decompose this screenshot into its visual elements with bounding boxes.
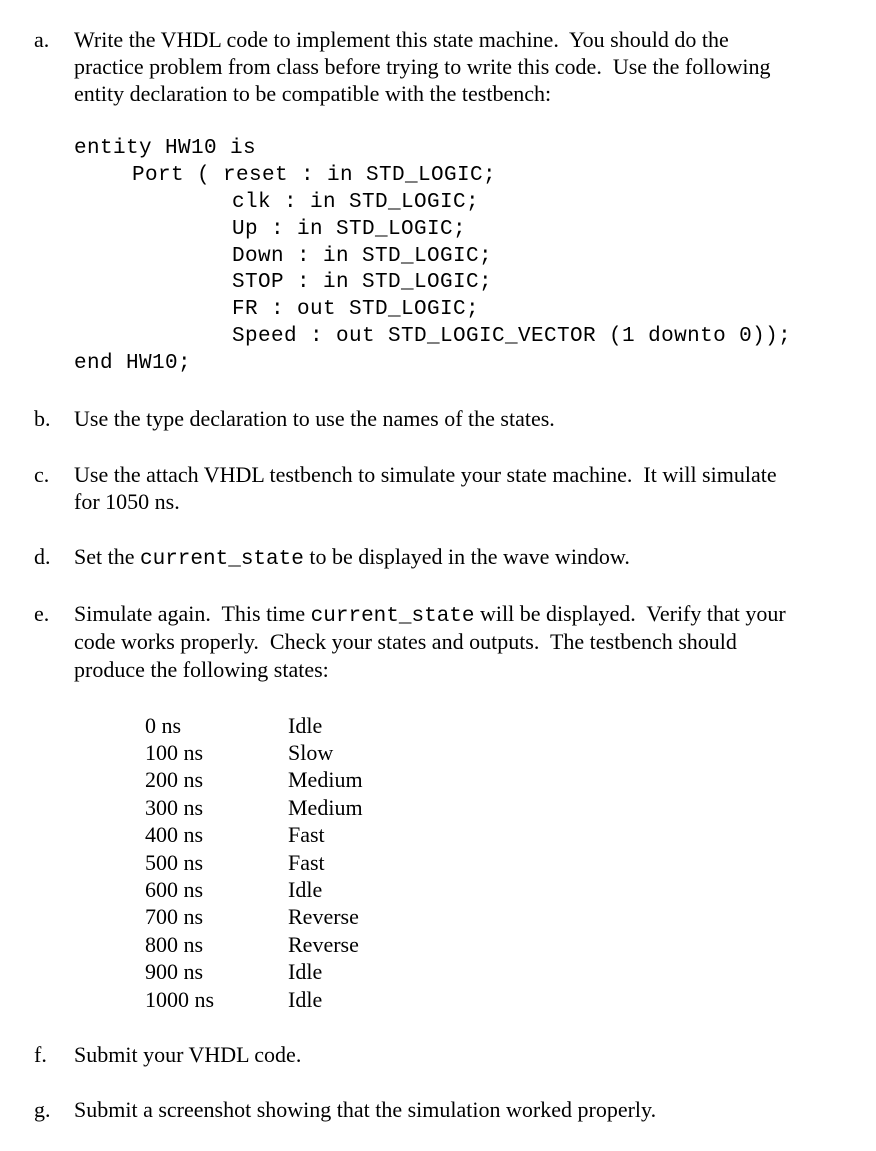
table-state-cell: Idle bbox=[288, 877, 323, 902]
table-time-cell: 400 ns bbox=[145, 822, 204, 847]
table-time-cell: 800 ns bbox=[145, 932, 204, 957]
table-time-cell: 900 ns bbox=[145, 959, 204, 984]
item-b-label: b. bbox=[34, 406, 51, 431]
item-c-label: c. bbox=[34, 462, 50, 487]
code-line-speed: Speed : out STD_LOGIC_VECTOR (1 downto 0)); bbox=[232, 325, 792, 348]
item-e-line1-pre: Simulate again. This time bbox=[74, 601, 311, 626]
table-time-cell: 700 ns bbox=[145, 904, 204, 929]
table-state-cell: Medium bbox=[288, 767, 363, 792]
code-line-stop: STOP : in STD_LOGIC; bbox=[232, 271, 493, 294]
item-e-line-2: code works properly. Check your states and outputs. The testbench should bbox=[74, 629, 737, 654]
item-a-line-2: practice problem from class before trying to write this code. Use the following bbox=[74, 54, 771, 79]
table-time-cell: 200 ns bbox=[145, 767, 204, 792]
code-line-entity: entity HW10 is bbox=[74, 137, 257, 160]
item-e-line1-code: current_state bbox=[310, 605, 475, 628]
table-time-cell: 600 ns bbox=[145, 877, 204, 902]
item-e-label: e. bbox=[34, 601, 50, 626]
item-d-text bbox=[74, 544, 630, 571]
table-state-cell: Reverse bbox=[288, 904, 359, 929]
item-a-line-3: entity declaration to be compatible with the testbench: bbox=[74, 81, 552, 106]
item-a-label: a. bbox=[34, 27, 50, 52]
table-state-cell: Medium bbox=[288, 795, 363, 820]
table-state-cell: Idle bbox=[288, 713, 323, 738]
code-line-fr: FR : out STD_LOGIC; bbox=[232, 298, 480, 321]
item-g-text: Submit a screenshot showing that the simulation worked properly. bbox=[74, 1097, 657, 1122]
code-line-port: Port ( reset : in STD_LOGIC; bbox=[132, 164, 497, 187]
table-time-cell: 0 ns bbox=[145, 713, 182, 738]
table-state-cell: Fast bbox=[288, 850, 325, 875]
item-e-line-3: produce the following states: bbox=[74, 657, 329, 682]
table-state-cell: Idle bbox=[288, 959, 323, 984]
item-b-text: Use the type declaration to use the names of the states. bbox=[74, 406, 555, 431]
item-d-post: to be displayed in the wave window. bbox=[303, 544, 630, 569]
code-line-down: Down : in STD_LOGIC; bbox=[232, 245, 493, 268]
item-d-pre: Set the bbox=[74, 544, 140, 569]
table-time-cell: 1000 ns bbox=[145, 987, 215, 1012]
item-c-line-2: for 1050 ns. bbox=[74, 489, 180, 514]
item-a-line-1: Write the VHDL code to implement this state machine. You should do the bbox=[74, 27, 729, 52]
item-d-code: current_state bbox=[140, 548, 304, 571]
item-f-text: Submit your VHDL code. bbox=[74, 1042, 302, 1067]
item-g-label: g. bbox=[34, 1097, 51, 1122]
item-f-label: f. bbox=[34, 1042, 47, 1067]
table-time-cell: 500 ns bbox=[145, 850, 204, 875]
table-state-cell: Fast bbox=[288, 822, 325, 847]
code-line-clk: clk : in STD_LOGIC; bbox=[232, 191, 480, 214]
item-e-line-1 bbox=[74, 601, 786, 630]
code-line-up: Up : in STD_LOGIC; bbox=[232, 218, 467, 241]
code-line-end: end HW10; bbox=[74, 352, 192, 375]
table-time-cell: 300 ns bbox=[145, 795, 204, 820]
item-d-label: d. bbox=[34, 544, 51, 569]
table-time-cell: 100 ns bbox=[145, 740, 204, 765]
table-state-cell: Slow bbox=[288, 740, 334, 765]
table-state-cell: Reverse bbox=[288, 932, 359, 957]
table-state-cell: Idle bbox=[288, 987, 323, 1012]
item-e-line1-post: will be displayed. Verify that your bbox=[474, 601, 786, 626]
item-c-line-1: Use the attach VHDL testbench to simulate your state machine. It will simulate bbox=[74, 462, 777, 487]
